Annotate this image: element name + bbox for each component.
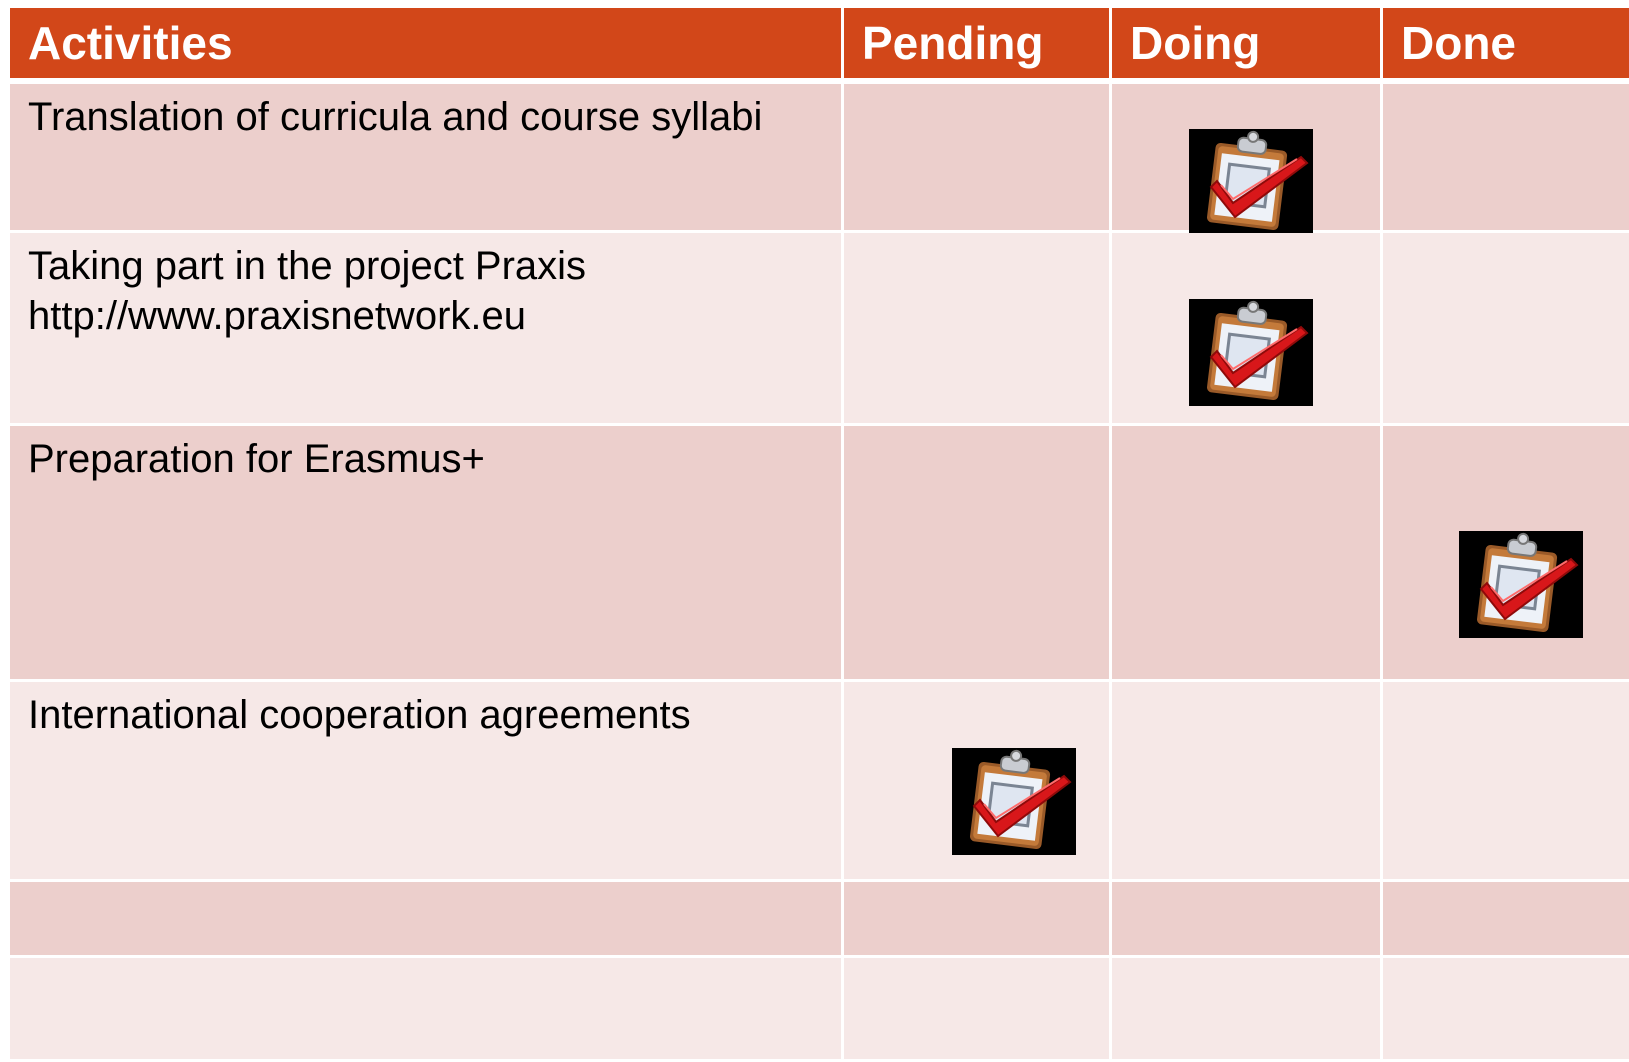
table-row: [10, 682, 1629, 882]
activity-cell: [10, 958, 844, 1062]
activity-cell: [10, 882, 844, 958]
activity-cell: [10, 233, 844, 426]
header-row: [10, 8, 1629, 84]
activities-status-table: [10, 8, 1629, 1062]
header-doing: Doing: [1112, 8, 1383, 84]
done-cell: [1383, 882, 1629, 958]
pending-cell: [844, 84, 1112, 233]
activity-cell: [10, 682, 844, 882]
clipboard-check-icon: [1459, 531, 1583, 638]
header-done: Done: [1383, 8, 1629, 84]
doing-cell: [1112, 426, 1383, 682]
pending-cell: [844, 682, 1112, 882]
pending-cell: [844, 233, 1112, 426]
doing-cell: [1112, 84, 1383, 233]
clipboard-check-icon: [1189, 299, 1313, 406]
done-cell: [1383, 233, 1629, 426]
activity-text: International cooperation agreements: [28, 693, 691, 737]
table-row: [10, 233, 1629, 426]
doing-cell: [1112, 233, 1383, 426]
clipboard-check-icon: [1189, 129, 1313, 236]
done-cell: [1383, 958, 1629, 1062]
header-pending: Pending: [844, 8, 1112, 84]
pending-cell: [844, 958, 1112, 1062]
clipboard-check-icon: [952, 748, 1076, 855]
done-cell: [1383, 426, 1629, 682]
table-row: [10, 958, 1629, 1062]
activity-text: Taking part in the project Praxis: [28, 244, 587, 288]
done-cell: [1383, 84, 1629, 233]
doing-cell: [1112, 682, 1383, 882]
doing-cell: [1112, 882, 1383, 958]
activity-link-text[interactable]: http://www.praxisnetwork.eu: [28, 294, 526, 338]
table-row: [10, 882, 1629, 958]
done-cell: [1383, 682, 1629, 882]
activity-text: Translation of curricula and course syllabi: [28, 95, 763, 139]
pending-cell: [844, 882, 1112, 958]
pending-cell: [844, 426, 1112, 682]
activity-cell: [10, 426, 844, 682]
table-row: [10, 84, 1629, 233]
table-row: [10, 426, 1629, 682]
activity-text: Preparation for Erasmus+: [28, 437, 485, 481]
activity-cell: [10, 84, 844, 233]
header-activities: Activities: [10, 8, 844, 84]
doing-cell: [1112, 958, 1383, 1062]
